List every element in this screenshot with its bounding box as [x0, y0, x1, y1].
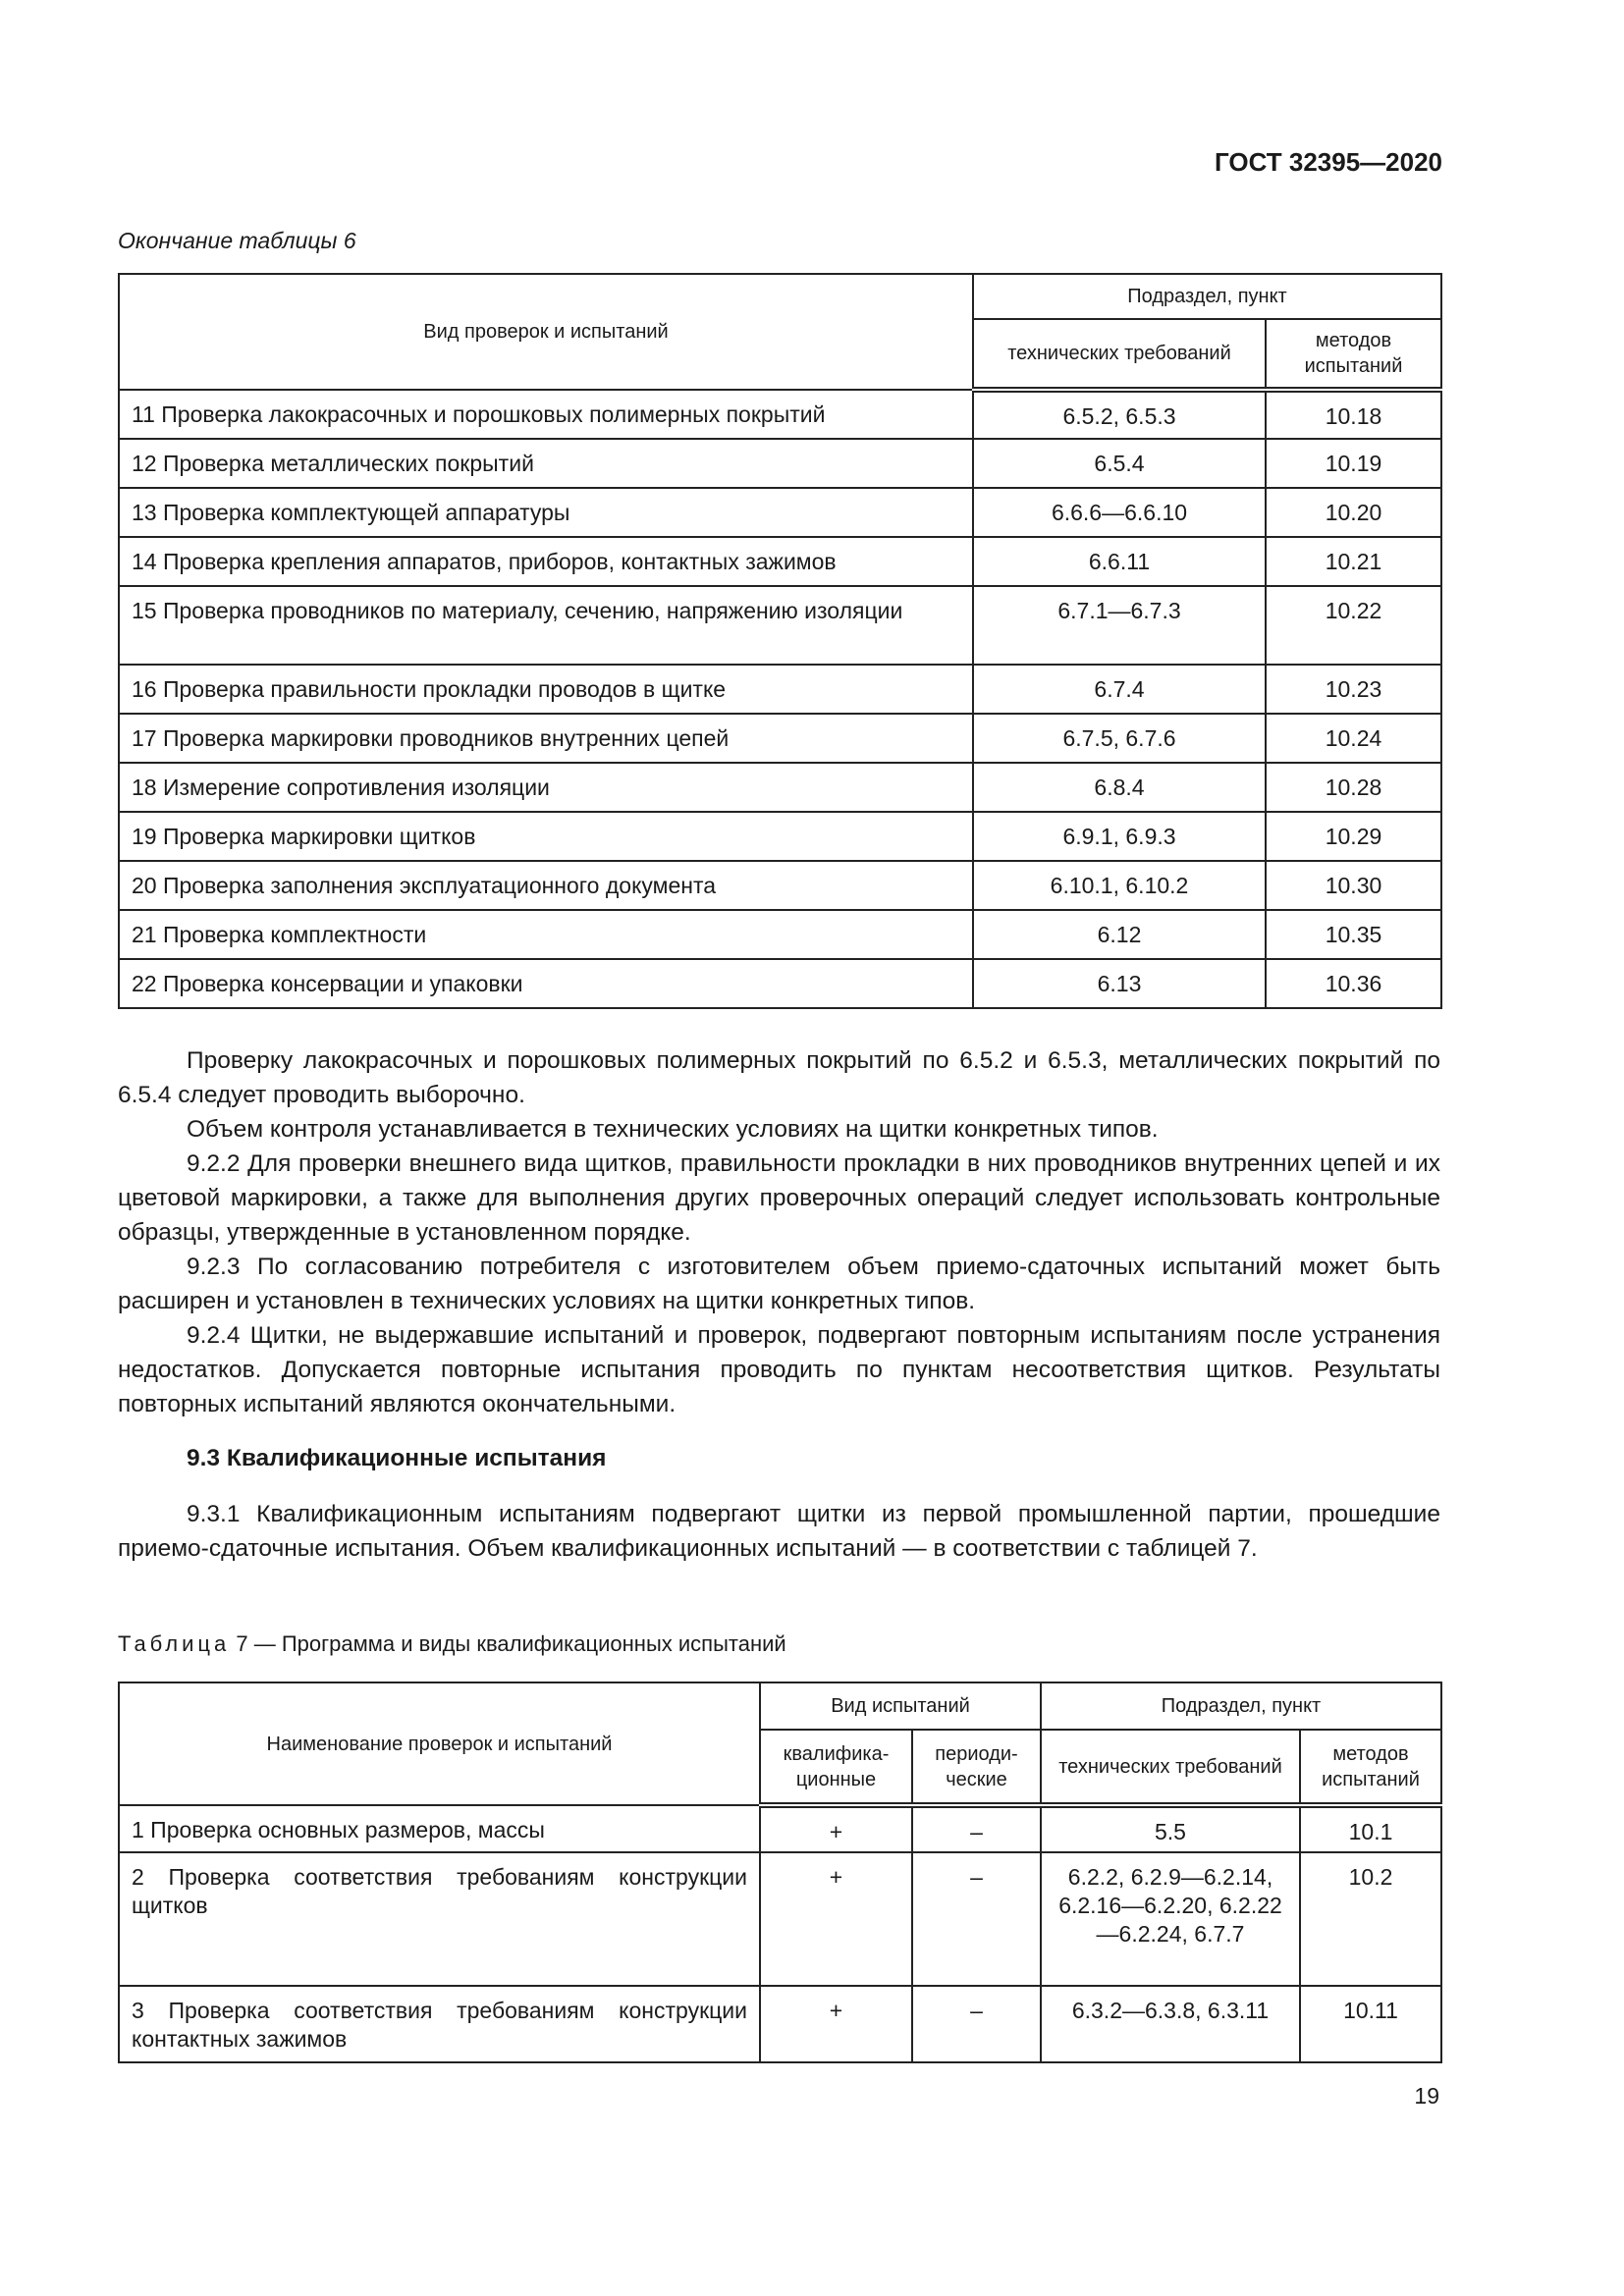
cell-tech: 6.13	[973, 959, 1266, 1008]
cell-tech: 6.5.4	[973, 439, 1266, 488]
cell-methods: 10.11	[1300, 1986, 1441, 2062]
cell-tech: 6.6.6—6.6.10	[973, 488, 1266, 537]
cell-name: 17 Проверка маркировки проводников внутренних цепей	[119, 714, 973, 763]
cell-tech: 6.8.4	[973, 763, 1266, 812]
col-header-type-group: Вид испытаний	[760, 1682, 1041, 1730]
table-row	[119, 439, 1441, 488]
table7-caption	[118, 1631, 786, 1657]
col-header-section-group: Подраздел, пункт	[1041, 1682, 1441, 1730]
cell-tech: 6.9.1, 6.9.3	[973, 812, 1266, 861]
col-header-qual: квалифика-ционные	[760, 1730, 912, 1805]
cell-tech: 6.10.1, 6.10.2	[973, 861, 1266, 910]
cell-tech: 6.7.5, 6.7.6	[973, 714, 1266, 763]
col-header-tech: технических требований	[973, 319, 1266, 390]
cell-name: 21 Проверка комплектности	[119, 910, 973, 959]
cell-tech: 5.5	[1041, 1805, 1300, 1852]
cell-name: 20 Проверка заполнения эксплуатационного документа	[119, 861, 973, 910]
col-header-group: Подраздел, пункт	[973, 274, 1441, 319]
cell-methods: 10.1	[1300, 1805, 1441, 1852]
table-6	[118, 273, 1442, 1009]
cell-methods: 10.24	[1266, 714, 1441, 763]
table-row	[119, 959, 1441, 1008]
cell-tech: 6.5.2, 6.5.3	[973, 390, 1266, 439]
cell-periodic: –	[912, 1805, 1041, 1852]
paragraph: 9.2.4 Щитки, не выдержавшие испытаний и проверок, подвергают повторным испытаниям после устранения недостатков. Допускается повторные испытания проводить по пунктам несоответствия щитков. Результаты повторных испытаний являются окончательными.	[118, 1322, 1440, 1417]
body-paragraphs-2	[118, 1497, 1440, 1566]
table-row	[119, 812, 1441, 861]
cell-methods: 10.21	[1266, 537, 1441, 586]
cell-methods: 10.35	[1266, 910, 1441, 959]
cell-methods: 10.36	[1266, 959, 1441, 1008]
cell-tech: 6.7.1—6.7.3	[973, 586, 1266, 665]
cell-name: 16 Проверка правильности прокладки проводов в щитке	[119, 665, 973, 714]
table-row	[119, 390, 1441, 439]
cell-name: 2 Проверка соответствия требованиям конструкции щитков	[119, 1852, 760, 1986]
cell-methods: 10.18	[1266, 390, 1441, 439]
col-header-name: Вид проверок и испытаний	[119, 274, 973, 390]
section-heading: 9.3 Квалификационные испытания	[187, 1445, 607, 1471]
cell-tech: 6.12	[973, 910, 1266, 959]
col-header-methods: методов испытаний	[1266, 319, 1441, 390]
cell-qual: +	[760, 1805, 912, 1852]
paragraph: 9.3.1 Квалификационным испытаниям подвергают щитки из первой промышленной партии, прошедшие приемо-сдаточные испытания. Объем квалификационных испытаний — в соответствии с таблицей 7.	[118, 1501, 1440, 1562]
table-row	[119, 910, 1441, 959]
cell-periodic: –	[912, 1986, 1041, 2062]
cell-methods: 10.28	[1266, 763, 1441, 812]
cell-methods: 10.23	[1266, 665, 1441, 714]
table-row	[119, 488, 1441, 537]
cell-tech: 6.7.4	[973, 665, 1266, 714]
cell-name: 12 Проверка металлических покрытий	[119, 439, 973, 488]
page-number: 19	[1414, 2083, 1439, 2109]
table-row	[119, 537, 1441, 586]
col-header-periodic: периоди-ческие	[912, 1730, 1041, 1805]
paragraph: 9.2.3 По согласованию потребителя с изготовителем объем приемо-сдаточных испытаний может быть расширен и установлен в технических условиях на щитки конкретных типов.	[118, 1254, 1440, 1314]
cell-name: 14 Проверка крепления аппаратов, приборов, контактных зажимов	[119, 537, 973, 586]
table7-caption-label: Таблица	[118, 1631, 231, 1656]
table-row	[119, 861, 1441, 910]
cell-name: 3 Проверка соответствия требованиям конструкции контактных зажимов	[119, 1986, 760, 2062]
cell-tech: 6.3.2—6.3.8, 6.3.11	[1041, 1986, 1300, 2062]
table6-caption: Окончание таблицы 6	[118, 228, 356, 253]
cell-name: 1 Проверка основных размеров, массы	[119, 1805, 760, 1852]
cell-qual: +	[760, 1852, 912, 1986]
cell-qual: +	[760, 1986, 912, 2062]
table-row	[119, 763, 1441, 812]
col-header-name: Наименование проверок и испытаний	[119, 1682, 760, 1805]
table-7	[118, 1682, 1442, 2063]
paragraph: Объем контроля устанавливается в технических условиях на щитки конкретных типов.	[187, 1116, 1159, 1143]
cell-methods: 10.30	[1266, 861, 1441, 910]
body-paragraphs-1	[118, 1043, 1440, 1421]
cell-methods: 10.19	[1266, 439, 1441, 488]
cell-name: 19 Проверка маркировки щитков	[119, 812, 973, 861]
table-row	[119, 1852, 1441, 1986]
cell-name: 13 Проверка комплектующей аппаратуры	[119, 488, 973, 537]
cell-name: 15 Проверка проводников по материалу, сечению, напряжению изоляции	[119, 586, 973, 665]
paragraph: 9.2.2 Для проверки внешнего вида щитков, правильности прокладки в них проводников внутренних цепей и их цветовой маркировки, а также для выполнения других проверочных операций следует использовать контрольные образцы, утвержденные в установленном порядке.	[118, 1150, 1440, 1246]
cell-methods: 10.20	[1266, 488, 1441, 537]
table-row	[119, 1805, 1441, 1852]
cell-name: 18 Измерение сопротивления изоляции	[119, 763, 973, 812]
table-row	[119, 665, 1441, 714]
cell-tech: 6.6.11	[973, 537, 1266, 586]
cell-tech: 6.2.2, 6.2.9—6.2.14, 6.2.16—6.2.20, 6.2.22—6.2.24, 6.7.7	[1041, 1852, 1300, 1986]
cell-name: 11 Проверка лакокрасочных и порошковых полимерных покрытий	[119, 390, 973, 439]
col-header-tech: технических требований	[1041, 1730, 1300, 1805]
cell-name: 22 Проверка консервации и упаковки	[119, 959, 973, 1008]
paragraph: Проверку лакокрасочных и порошковых полимерных покрытий по 6.5.2 и 6.5.3, металлических покрытий по 6.5.4 следует проводить выборочно.	[118, 1047, 1440, 1108]
cell-periodic: –	[912, 1852, 1041, 1986]
table-row	[119, 586, 1441, 665]
table-row	[119, 1986, 1441, 2062]
cell-methods: 10.22	[1266, 586, 1441, 665]
table7-caption-text: 7 — Программа и виды квалификационных испытаний	[230, 1631, 786, 1656]
table-row	[119, 714, 1441, 763]
col-header-methods: методов испытаний	[1300, 1730, 1441, 1805]
cell-methods: 10.29	[1266, 812, 1441, 861]
cell-methods: 10.2	[1300, 1852, 1441, 1986]
document-code: ГОСТ 32395—2020	[1215, 147, 1442, 177]
